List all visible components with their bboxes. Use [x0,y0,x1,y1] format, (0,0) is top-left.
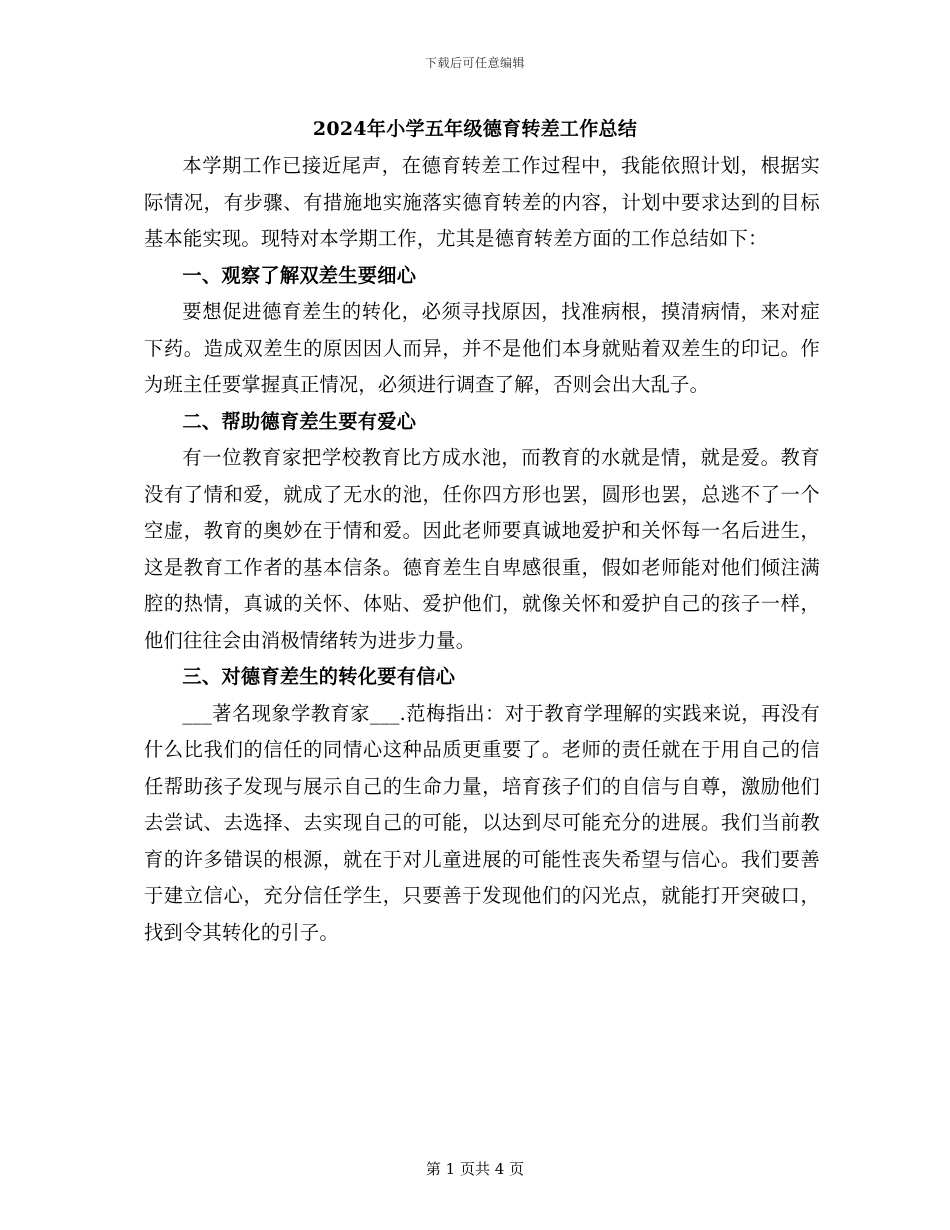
section-1-paragraph: 要想促进德育差生的转化，必须寻找原因，找准病根，摸清病情，来对症下药。造成双差生的原因因人而异，并不是他们本身就贴着双差生的印记。作为班主任要掌握真正情况，必须进行调查了解，否则会出大乱子。 [144,300,820,396]
document-title: 2024年小学五年级德育转差工作总结 [312,118,638,140]
section-heading-2: 二、帮助德育差生要有爱心 [182,409,417,433]
document-body [144,148,820,951]
page-footer: 第 1 页共 4 页 [425,1160,525,1178]
intro-paragraph: 本学期工作已接近尾声，在德育转差工作过程中，我能依照计划，根据实际情况，有步骤、有措施地实施落实德育转差的内容，计划中要求达到的目标基本能实现。现特对本学期工作，尤其是德育转差方面的工作总结如下： [144,154,820,250]
section-heading-1: 一、观察了解双差生要细心 [182,263,417,287]
section-3-paragraph: ___著名现象学教育家___.范梅指出：对于教育学理解的实践来说，再没有什么比我们的信任的同情心这种品质更重要了。老师的责任就在于用自己的信任帮助孩子发现与展示自己的生命力量，培育孩子们的自信与自尊，激励他们去尝试、去选择、去实现自己的可能，以达到尽可能充分的进展。我们当前教育的许多错误的根源，就在于对儿童进展的可能性丧失希望与信心。我们要善于建立信心，充分信任学生，只要善于发现他们的闪光点，就能打开突破口，找到令其转化的引子。 [144,701,820,944]
header-note: 下载后可任意编辑 [424,56,525,70]
section-2-paragraph: 有一位教育家把学校教育比方成水池，而教育的水就是情，就是爱。教育没有了情和爱，就成了无水的池，任你四方形也罢，圆形也罢，总逃不了一个空虚，教育的奥妙在于情和爱。因此老师要真诚地爱护和关怀每一名后进生，这是教育工作者的基本信条。德育差生自卑感很重，假如老师能对他们倾注满腔的热情，真诚的关怀、体贴、爱护他们，就像关怀和爱护自己的孩子一样，他们往往会由消极情绪转为进步力量。 [144,446,820,652]
section-heading-3: 三、对德育差生的转化要有信心 [182,665,456,688]
